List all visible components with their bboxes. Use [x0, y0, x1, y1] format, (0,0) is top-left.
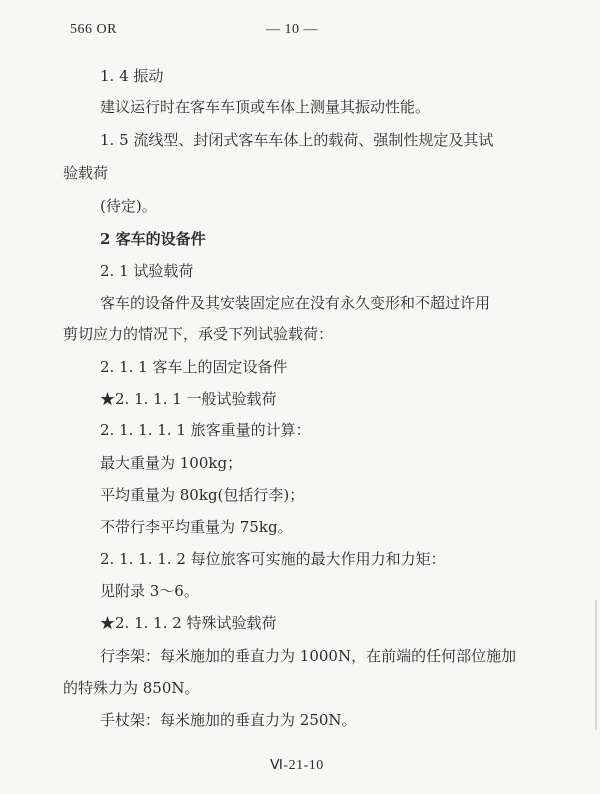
section-1-4-heading: 1. 4 振动 [100, 67, 164, 85]
luggage-rack-line-cont: 的特殊力为 850N。 [63, 679, 200, 697]
section-1-4-body: 建议运行时在客车车顶或车体上测量其振动性能。 [100, 98, 431, 116]
luggage-rack-line: 行李架：每米施加的垂直力为 1000N，在前端的任何部位施加 [100, 647, 517, 665]
max-weight-line: 最大重量为 100kg； [100, 454, 243, 472]
header-page-ref: 566 OR [70, 22, 117, 37]
section-2-heading: 2 客车的设备件 [100, 230, 206, 248]
section-2-1-1-1-1-heading: 2. 1. 1. 1. 1 旅客重量的计算： [100, 421, 311, 439]
section-2-1-body-cont: 剪切应力的情况下，承受下列试验载荷： [63, 325, 334, 343]
section-2-1-heading: 2. 1 试验载荷 [100, 262, 194, 280]
page-edge-shadow [595, 600, 597, 730]
header-page-number: — 10 — [266, 22, 318, 37]
footer-page-number: Ⅵ-21-10 [270, 758, 324, 773]
no-luggage-weight-line: 不带行李平均重量为 75kg。 [100, 518, 293, 536]
section-2-1-1-1-heading: ★2. 1. 1. 1 一般试验载荷 [100, 390, 277, 408]
section-2-1-1-1-2-heading: 2. 1. 1. 1. 2 每位旅客可实施的最大作用力和力矩： [100, 550, 446, 568]
avg-weight-line: 平均重量为 80kg(包括行李)； [100, 486, 305, 504]
section-1-5-heading-cont: 验载荷 [63, 164, 109, 182]
section-1-5-body: (待定)。 [100, 197, 157, 215]
section-2-1-1-heading: 2. 1. 1 客车上的固定设备件 [100, 358, 288, 376]
appendix-ref-line: 见附录 3～6。 [100, 582, 199, 600]
section-1-5-heading: 1. 5 流线型、封闭式客车车体上的载荷、强制性规定及其试 [100, 131, 494, 149]
cane-rack-line: 手杖架：每米施加的垂直力为 250N。 [100, 711, 357, 729]
section-2-1-body: 客车的设备件及其安装固定应在没有永久变形和不超过许用 [100, 294, 491, 312]
section-2-1-1-2-heading: ★2. 1. 1. 2 特殊试验载荷 [100, 614, 277, 632]
